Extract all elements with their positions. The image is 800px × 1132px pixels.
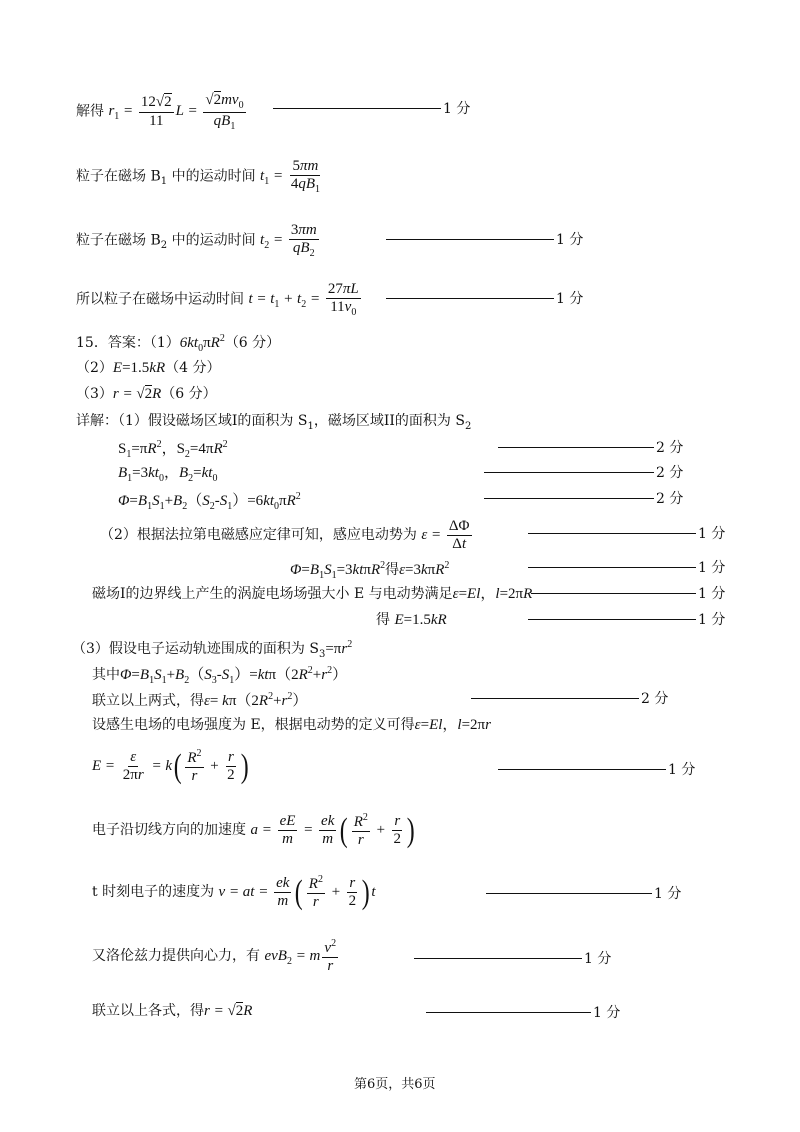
score-line [484, 498, 654, 499]
score-label: 1 分 [698, 612, 726, 628]
line-total-time: 所以粒子在磁场中运动时间 $t = t_1 + t_2$ = $\frac{27\pi L}{11v_0}$ [76, 281, 363, 319]
score-label: 2 分 [656, 440, 684, 456]
line-final: 联立以上各式，得r = √2R [92, 1003, 253, 1019]
formula-t2: $t_2$ = $\frac{3\pi m}{qB_2}$ [260, 222, 317, 260]
score-label: 1 分 [698, 586, 726, 602]
score-line [531, 593, 696, 594]
score-label: 1 分 [443, 101, 471, 117]
line-fields: $B_1=3kt_0$，$B_2=kt_0$ [118, 465, 218, 484]
score-label: 2 分 [656, 465, 684, 481]
score-line [498, 447, 654, 448]
line-e-result: 得 E=1.5kR [376, 612, 447, 628]
score-line [426, 1012, 591, 1013]
score-line [471, 698, 639, 699]
detail-intro: 详解：（1）假设磁场区域I的面积为 $S_1$，磁场区域II的面积为 $S_2$ [76, 413, 472, 432]
line-lorentz: 又洛伦兹力提供向心力，有 evB$_2$ = m $\frac{v^2}{r}$ [92, 938, 337, 975]
score-line [498, 769, 666, 770]
page-footer: 第6页，共6页 [354, 1077, 436, 1092]
line-velocity: t 时刻电子的速度为 v = at = $\frac{ek}{m}$ ( $\frac{R^2}{r}$ + $\frac{r}{2}$ ) t [92, 873, 376, 911]
score-line [386, 239, 554, 240]
solve-prefix: 解得 [76, 103, 104, 120]
score-line [528, 619, 696, 620]
score-label: 2 分 [656, 491, 684, 507]
score-line [486, 893, 652, 894]
formula-e-field: E = $\frac{\varepsilon}{2\pi r}$ = k( $\frac{R^2}{r}$ + $\frac{r}{2}$ ) [92, 747, 249, 785]
q15-answer-1: 15．答案：$(1)6kt_0\pi R^2(6$ 分） [76, 333, 281, 354]
formula-t1: $t_1$ = $\frac{5\pi m}{4qB_1}$ [260, 158, 320, 196]
score-line [414, 958, 582, 959]
line-solve-r1 [76, 92, 248, 132]
score-label: 1 分 [698, 526, 726, 542]
score-label: 1 分 [593, 1005, 621, 1021]
line-flux2: 其中$\Phi=B_1S_1+B_2(S_3-S_1)=kt\pi(2R^2+r^2)$ [92, 665, 348, 686]
score-label: 1 分 [556, 291, 584, 307]
line-acceleration: 电子沿切线方向的加速度 a = $\frac{eE}{m}$ = $\frac{ek}{m}$ ( $\frac{R^2}{r}$ + $\frac{r}{2}$ ) [92, 811, 415, 849]
line-flux: $\Phi=B_1S_1+B_2(S_2-S_1)=6kt_0\pi R^2$ [118, 491, 301, 512]
score-label: 1 分 [584, 951, 612, 967]
score-label: 1 分 [654, 886, 682, 902]
score-line [386, 298, 554, 299]
q15-answer-2: （2）E=1.5kR（4 分） [76, 360, 221, 376]
score-line [528, 567, 696, 568]
line-s3: （3）假设电子运动轨迹围成的面积为 $S_3=\pi r^2$ [72, 639, 353, 660]
line-define-e: 设感生电场的电场强度为 E，根据电动势的定义可得ε=El，l=2πr [92, 717, 491, 733]
line-time-t2: 粒子在磁场 $B_2$ 中的运动时间 $t_2$ = $\frac{3\pi m}{qB_2}$ [76, 222, 321, 260]
formula-t: $t = t_1 + t_2$ = $\frac{27\pi L}{11v_0}$ [248, 281, 359, 319]
line-vortex: 磁场I的边界线上产生的涡旋电场场强大小 E 与电动势满足ε=El，l=2πR [92, 586, 533, 602]
score-label: 1 分 [668, 762, 696, 778]
score-label: 1 分 [698, 560, 726, 576]
line-time-t1: 粒子在磁场 $B_1$ 中的运动时间 $t_1$ = $\frac{5\pi m}{4qB_1}$ [76, 158, 324, 196]
line-combine: 联立以上两式，得$\varepsilon= k\pi(2R^2+r^2)$ [92, 691, 308, 709]
score-line [484, 472, 654, 473]
score-line [528, 533, 696, 534]
formula-r1: $r_1$ = $\frac{12√2}{11}$ L = $\frac{√2mv_0}{qB_1}$ [108, 92, 244, 132]
q15-answer-3: （3）r = √2R（6 分） [76, 386, 217, 402]
line-areas: $S_1=\pi R^2$，$S_2=4\pi R^2$ [118, 439, 228, 460]
score-label: 2 分 [641, 691, 669, 707]
line-emf: $\Phi=B_1S_1=3kt\pi R^2$得ε=3kπR$^2$ [290, 560, 450, 581]
score-label: 1 分 [556, 232, 584, 248]
score-line [273, 108, 441, 109]
line-faraday: （2）根据法拉第电磁感应定律可知，感应电动势为 ε = $\frac{\Delta\Phi}{\Delta t}$ [100, 518, 470, 553]
